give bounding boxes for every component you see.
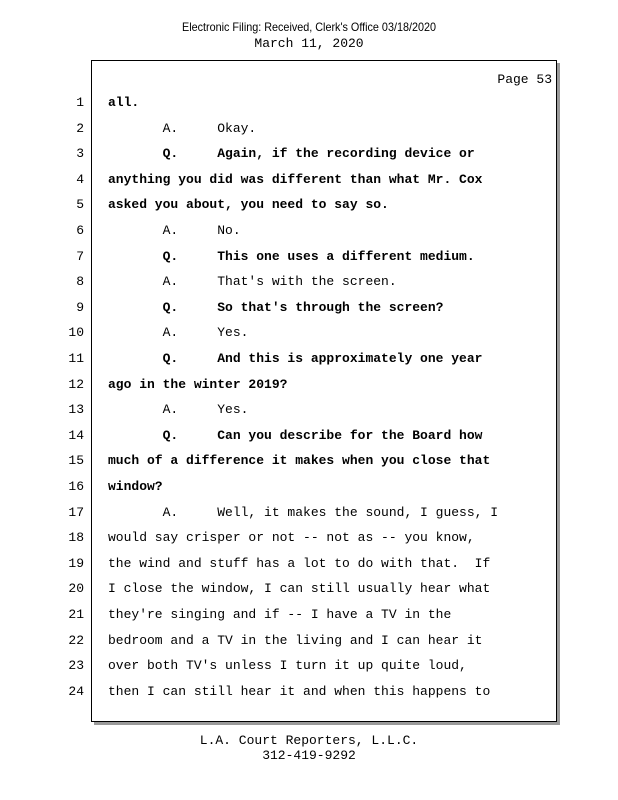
- transcript-line: [0, 171, 560, 189]
- line-text: much of a difference it makes when you close that: [108, 453, 491, 469]
- line-number: 12: [68, 376, 84, 392]
- line-text: all.: [108, 95, 140, 110]
- transcript-line: [0, 478, 560, 496]
- line-number: 9: [76, 299, 84, 315]
- line-number: 20: [68, 581, 84, 597]
- transcript-line: [0, 350, 560, 368]
- transcript-line: [0, 504, 560, 522]
- line-text: A. Okay.: [108, 120, 257, 136]
- transcript-line: [0, 196, 560, 214]
- transcript-line: [0, 683, 560, 701]
- line-number: 14: [68, 427, 84, 443]
- line-number: 15: [68, 453, 84, 469]
- line-text: I close the window, I can still usually hear what: [108, 581, 491, 597]
- line-number: 10: [68, 325, 84, 341]
- transcript-line: [0, 657, 560, 675]
- line-text: the wind and stuff has a lot to do with that. If: [108, 555, 491, 571]
- line-text: they're singing and if -- I have a TV in the: [108, 607, 452, 622]
- line-number: 17: [68, 504, 84, 520]
- line-text: Q. Again, if the recording device or: [108, 146, 475, 162]
- line-text: Q. And this is approximately one year: [108, 351, 483, 366]
- line-text: window?: [108, 479, 163, 494]
- line-text: Q. This one uses a different medium.: [108, 248, 475, 264]
- transcript-line: [0, 94, 560, 112]
- line-text: ago in the winter 2019?: [108, 376, 288, 392]
- line-text: asked you about, you need to say so.: [108, 197, 389, 213]
- filing-stamp: Electronic Filing: Received, Clerk's Office 03/18/2020: [182, 20, 436, 34]
- line-number: 4: [76, 171, 84, 187]
- line-number: 16: [68, 479, 84, 494]
- line-text: A. No.: [108, 223, 241, 238]
- header-date: March 11, 2020: [254, 36, 364, 51]
- transcript-line: [0, 145, 560, 163]
- transcript-line: [0, 555, 560, 573]
- line-number: 22: [68, 632, 84, 648]
- line-text: then I can still hear it and when this happens to: [108, 683, 491, 699]
- line-text: A. Yes.: [108, 402, 249, 418]
- line-number: 18: [68, 530, 84, 546]
- line-number: 23: [68, 658, 84, 674]
- line-text: A. Well, it makes the sound, I guess, I: [108, 504, 499, 520]
- line-number: 5: [76, 197, 84, 213]
- transcript-line: [0, 376, 560, 394]
- footer-phone: 312-419-9292: [262, 748, 356, 763]
- line-number: 21: [68, 607, 84, 622]
- line-number: 3: [76, 146, 84, 162]
- line-number: 13: [68, 402, 84, 418]
- transcript-line: [0, 299, 560, 317]
- line-number: 7: [76, 248, 84, 264]
- transcript-line: [0, 452, 560, 470]
- line-text: would say crisper or not -- not as -- you know,: [108, 530, 475, 546]
- transcript-line: [0, 580, 560, 598]
- line-text: anything you did was different than what Mr. Cox: [108, 171, 483, 187]
- line-text: over both TV's unless I turn it up quite loud,: [108, 658, 467, 674]
- transcript-line: [0, 324, 560, 342]
- transcript-line: [0, 529, 560, 547]
- line-text: Q. So that's through the screen?: [108, 299, 444, 315]
- transcript-line: [0, 401, 560, 419]
- line-number: 1: [76, 95, 84, 110]
- page-number: Page 53: [497, 72, 552, 87]
- line-text: A. That's with the screen.: [108, 274, 397, 290]
- footer-company: L.A. Court Reporters, L.L.C.: [199, 733, 419, 748]
- transcript-line: [0, 120, 560, 138]
- line-text: A. Yes.: [108, 325, 249, 341]
- line-number: 6: [76, 223, 84, 238]
- line-text: bedroom and a TV in the living and I can hear it: [108, 632, 483, 648]
- line-number: 2: [76, 120, 84, 136]
- transcript-line: [0, 248, 560, 266]
- transcript-line: [0, 606, 560, 624]
- transcript-line: [0, 632, 560, 650]
- line-number: 19: [68, 555, 84, 571]
- line-number: 11: [68, 351, 84, 366]
- transcript-line: [0, 222, 560, 240]
- line-number: 8: [76, 274, 84, 290]
- transcript-line: [0, 273, 560, 291]
- transcript-line: [0, 427, 560, 445]
- line-text: Q. Can you describe for the Board how: [108, 427, 483, 443]
- line-number: 24: [68, 683, 84, 699]
